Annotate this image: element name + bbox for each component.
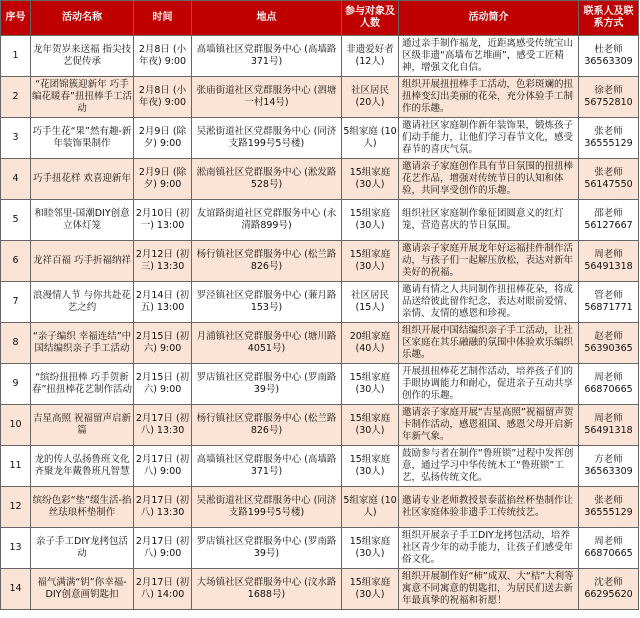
row-intro: 组织社区家庭制作象征团圆意义的红灯笼，营造喜庆的节日氛围。 xyxy=(399,200,579,241)
table-row xyxy=(1,323,639,364)
header-contact: 联系人及联系方式 xyxy=(579,1,639,36)
row-people: 15组家庭 (30人) xyxy=(342,528,399,569)
table-row xyxy=(1,446,639,487)
row-no: 12 xyxy=(1,487,31,528)
row-people: 15组家庭 (30人) xyxy=(342,405,399,446)
row-no: 9 xyxy=(1,364,31,405)
row-place: 罗店镇社区党群服务中心 (罗南路39号) xyxy=(192,364,342,405)
row-intro: 鼓励参与者在制作“鲁班锁”过程中发挥创意，通过学习中华传统木工“鲁班锁”工艺，弘扬传统文化。 xyxy=(399,446,579,487)
row-contact: 徐老师 56752810 xyxy=(579,77,639,118)
row-no: 14 xyxy=(1,569,31,610)
row-place: 友谊路街道社区党群服务中心 (永清路899号) xyxy=(192,200,342,241)
row-place: 罗泾镇社区党群服务中心 (蒹月路153号) xyxy=(192,282,342,323)
row-intro: 邀请亲子家庭创作具有节日氛围的扭扭棒花艺作品，增强对传统节日的认知和体验，共同享受创作的乐趣。 xyxy=(399,159,579,200)
row-contact: 赵老师 56390365 xyxy=(579,323,639,364)
table-row xyxy=(1,487,639,528)
row-no: 8 xyxy=(1,323,31,364)
row-name: 龙的传人弘扬鲁班文化 齐聚龙年戴鲁班凡智慧 xyxy=(31,446,134,487)
header-people: 参与对象及人数 xyxy=(342,1,399,36)
row-place: 杨行镇社区党群服务中心 (松兰路826号) xyxy=(192,241,342,282)
header-intro: 活动简介 xyxy=(399,1,579,36)
row-place: 罗店镇社区党群服务中心 (罗南路39号) xyxy=(192,528,342,569)
row-name: 福气满满“钥”你幸福-DIY创意画钥匙扣 xyxy=(31,569,134,610)
row-no: 13 xyxy=(1,528,31,569)
row-place: 高墙镇社区党群服务中心 (高墙路371号) xyxy=(192,446,342,487)
row-time: 2月12日 (初三) 13:30 xyxy=(134,241,192,282)
row-contact: 张老师 56147550 xyxy=(579,159,639,200)
row-people: 15组家庭 (30人) xyxy=(342,241,399,282)
row-time: 2月9日 (除夕) 9:00 xyxy=(134,159,192,200)
header-time: 时间 xyxy=(134,1,192,36)
row-no: 1 xyxy=(1,36,31,77)
header-no: 序号 xyxy=(1,1,31,36)
row-name: “亲子编织 幸福连结”中国结编织亲子手工活动 xyxy=(31,323,134,364)
table-row xyxy=(1,241,639,282)
row-name: 巧手扭花样 欢喜迎新年 xyxy=(31,159,134,200)
table-row xyxy=(1,405,639,446)
row-people: 5组家庭 (10人) xyxy=(342,487,399,528)
row-contact: 方老师 36563309 xyxy=(579,446,639,487)
table-row xyxy=(1,159,639,200)
row-time: 2月17日 (初八) 13:30 xyxy=(134,405,192,446)
row-name: 巧手生花“果”然有趣-新年装饰果制作 xyxy=(31,118,134,159)
row-people: 15组家庭 (30人) xyxy=(342,159,399,200)
table-row xyxy=(1,118,639,159)
row-intro: 组织开展亲子手工DIY龙拷包活动，培养社区青少年的动手能力，让孩子们感受年俗文化。 xyxy=(399,528,579,569)
row-place: 大场镇社区党群服务中心 (汶水路1688号) xyxy=(192,569,342,610)
row-time: 2月17日 (初八) 9:00 xyxy=(134,446,192,487)
row-time: 2月14日 (初五) 13:00 xyxy=(134,282,192,323)
row-name: 缤纷色彩“垫”缀生活-掐丝珐琅杯垫制作 xyxy=(31,487,134,528)
row-contact: 周老师 66870665 xyxy=(579,364,639,405)
row-name: 龙祥百福 巧手折福纳祥 xyxy=(31,241,134,282)
row-time: 2月8日 (小年夜) 9:00 xyxy=(134,36,192,77)
header-place: 地点 xyxy=(192,1,342,36)
row-contact: 杜老师 36563309 xyxy=(579,36,639,77)
row-place: 吴淞街道社区党群服务中心 (同济支路199号5号楼) xyxy=(192,487,342,528)
row-intro: 组织开展扭扭棒手工活动，色彩斑斓的扭扭棒变幻出美丽的花朵，充分体验手工制作的乐趣。 xyxy=(399,77,579,118)
header-name: 活动名称 xyxy=(31,1,134,36)
row-contact: 周老师 56491318 xyxy=(579,405,639,446)
row-no: 3 xyxy=(1,118,31,159)
row-intro: 组织开展制作好“柿”成双、大“桔”大利等寓意不同寓意的钥匙扣，为居民们送去新年最真挚的祝福和祈愿！ xyxy=(399,569,579,610)
row-people: 15组家庭 (30人) xyxy=(342,446,399,487)
row-intro: 邀请亲子家庭开展“吉星高照”祝福留声贺卡制作活动，感恩祖国、感恩父母开启新年新气象。 xyxy=(399,405,579,446)
row-no: 10 xyxy=(1,405,31,446)
table-row xyxy=(1,77,639,118)
row-people: 5组家庭 (10人) xyxy=(342,118,399,159)
table-row xyxy=(1,569,639,610)
row-time: 2月15日 (初六) 9:00 xyxy=(134,323,192,364)
row-people: 20组家庭 (40人) xyxy=(342,323,399,364)
row-no: 7 xyxy=(1,282,31,323)
row-time: 2月9日 (除夕) 9:00 xyxy=(134,118,192,159)
row-name: 和睦邻里-国潮DIY创意立体灯笼 xyxy=(31,200,134,241)
row-contact: 张老师 36555129 xyxy=(579,118,639,159)
row-time: 2月10日 (初一) 13:00 xyxy=(134,200,192,241)
header-row xyxy=(1,1,639,36)
row-intro: 邀请有情之人共同制作扭扭棒花朵，将成品送给彼此留作纪念，表达对眼前爱情、亲情、友情的感恩和珍视。 xyxy=(399,282,579,323)
row-contact: 沈老师 66295620 xyxy=(579,569,639,610)
row-people: 非遗爱好者 (12人) xyxy=(342,36,399,77)
row-intro: 开展扭扭棒花艺制作活动，培养孩子们的手眼协调能力和耐心，促进亲子互动共享创作的乐趣。 xyxy=(399,364,579,405)
row-contact: 周老师 66870665 xyxy=(579,528,639,569)
row-time: 2月17日 (初八) 14:00 xyxy=(134,569,192,610)
row-time: 2月17日 (初八) 9:00 xyxy=(134,528,192,569)
row-name: “花团锦簇迎新年 巧手编花暖春”扭扭棒手工活动 xyxy=(31,77,134,118)
table-row xyxy=(1,36,639,77)
row-people: 社区居民 (15人) xyxy=(342,282,399,323)
row-name: 龙年贺岁来送福 指尖技艺促传承 xyxy=(31,36,134,77)
row-place: 张庙街道社区党群服务中心 (泗塘一村14号) xyxy=(192,77,342,118)
row-time: 2月8日 (小年夜) 9:00 xyxy=(134,77,192,118)
row-intro: 邀请亲子家庭开展龙年好运福挂件制作活动，与孩子们一起解压放松，表达对新年美好的祝福。 xyxy=(399,241,579,282)
row-name: 亲子手工DIY龙拷包活动 xyxy=(31,528,134,569)
row-place: 淞南镇社区党群服务中心 (淞发路528号) xyxy=(192,159,342,200)
row-intro: 通过亲手制作福龙，近距离感受传统宝山区级非遗“高墙布艺堆画”，感受工匠精神，增强文化自信。 xyxy=(399,36,579,77)
row-contact: 管老师 56871771 xyxy=(579,282,639,323)
row-no: 5 xyxy=(1,200,31,241)
row-name: “缤纷扭扭棒 巧手贺新春”扭扭棒花艺制作活动 xyxy=(31,364,134,405)
row-people: 15组家庭 (30人) xyxy=(342,569,399,610)
row-people: 15组家庭 (30人) xyxy=(342,200,399,241)
row-people: 社区居民 (20人) xyxy=(342,77,399,118)
row-name: 吉星高照 祝福留声启新篇 xyxy=(31,405,134,446)
row-no: 4 xyxy=(1,159,31,200)
row-contact: 张老师 36555129 xyxy=(579,487,639,528)
row-place: 高墙镇社区党群服务中心 (高墙路371号) xyxy=(192,36,342,77)
table-row xyxy=(1,282,639,323)
row-place: 杨行镇社区党群服务中心 (松兰路826号) xyxy=(192,405,342,446)
row-intro: 组织开展中国结编织亲子手工活动，让社区家庭在其乐融融的氛围中体验欢乐编织乐趣。 xyxy=(399,323,579,364)
row-no: 11 xyxy=(1,446,31,487)
row-contact: 周老师 56491318 xyxy=(579,241,639,282)
row-no: 2 xyxy=(1,77,31,118)
row-contact: 邵老师 56127667 xyxy=(579,200,639,241)
row-no: 6 xyxy=(1,241,31,282)
table-row xyxy=(1,528,639,569)
row-time: 2月17日 (初八) 13:30 xyxy=(134,487,192,528)
row-intro: 邀请专业老师教授景泰蓝掐丝杯垫制作让社区家庭体验非遗手工传统技艺。 xyxy=(399,487,579,528)
row-place: 吴淞街道社区党群服务中心 (同济支路199号5号楼) xyxy=(192,118,342,159)
row-time: 2月15日 (初六) 9:00 xyxy=(134,364,192,405)
table-row xyxy=(1,200,639,241)
row-people: 15组家庭 (30人) xyxy=(342,364,399,405)
row-place: 月浦镇社区党群服务中心 (塘川路4051号) xyxy=(192,323,342,364)
row-intro: 邀请社区家庭制作新年装饰果，锻炼孩子们动手能力，让他们学习春节文化，感受春节的喜庆气氛。 xyxy=(399,118,579,159)
table-row xyxy=(1,364,639,405)
row-name: 浪漫情人节 与你共赴花艺之约 xyxy=(31,282,134,323)
